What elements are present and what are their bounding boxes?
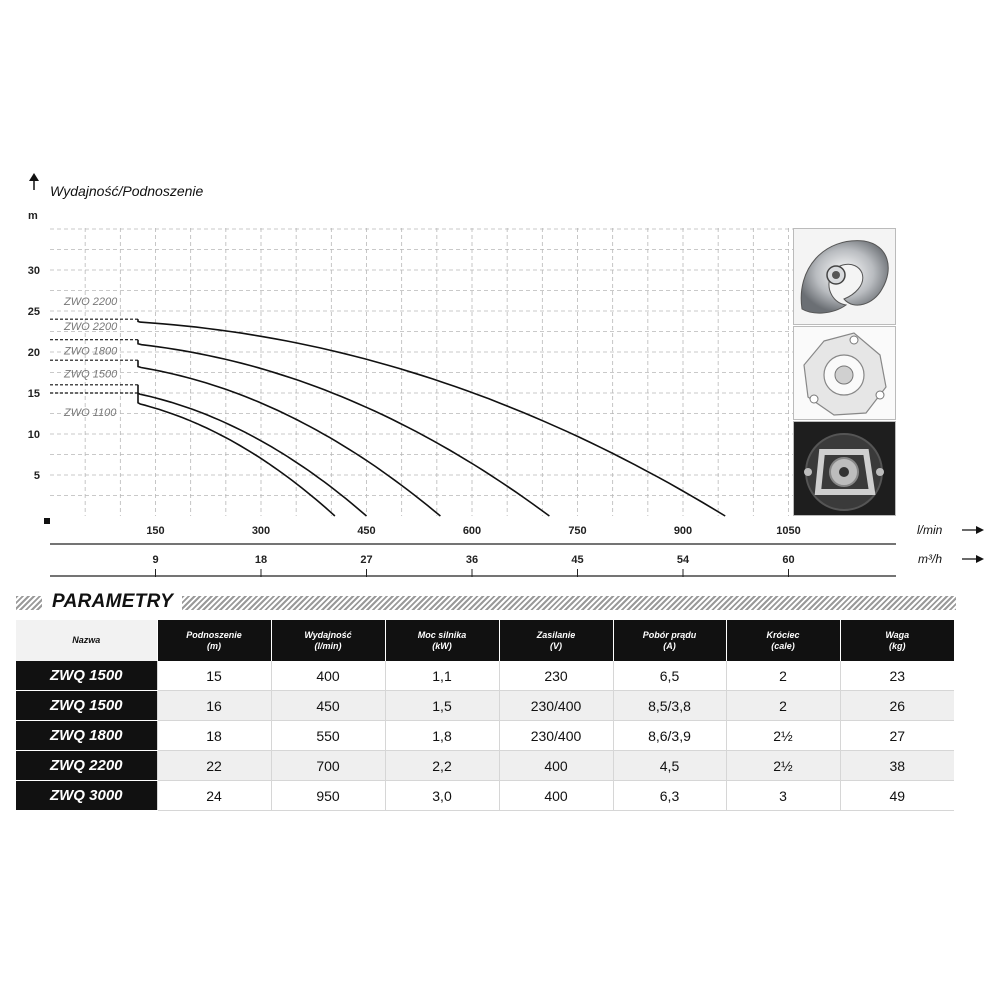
cell-podnoszenie: 16 <box>157 691 271 721</box>
series-label: ZWO 1800 <box>64 345 118 358</box>
model-name: ZWQ 1500 <box>16 661 157 691</box>
y-tick-label: 10 <box>27 429 40 441</box>
y-tick-label: 20 <box>27 347 40 359</box>
cell-zasilanie: 230/400 <box>499 691 613 721</box>
cell-moc: 3,0 <box>385 781 499 811</box>
y-tick-label: 25 <box>27 306 40 318</box>
series-label: ZWO 2200 <box>64 320 118 333</box>
x-axis-unit: l/min <box>917 523 943 537</box>
cell-wydajnosc: 450 <box>271 691 385 721</box>
cell-pobor: 8,6/3,9 <box>613 721 726 751</box>
header-krociec: Króciec (cale) <box>726 620 840 661</box>
cell-waga: 49 <box>840 781 954 811</box>
cell-waga: 27 <box>840 721 954 751</box>
cell-podnoszenie: 18 <box>157 721 271 751</box>
cell-krociec: 2 <box>726 661 840 691</box>
cell-moc: 1,8 <box>385 721 499 751</box>
cell-zasilanie: 400 <box>499 781 613 811</box>
x-tick-label: 1050 <box>776 525 801 537</box>
model-name: ZWQ 3000 <box>16 781 157 811</box>
x2-tick-label: 54 <box>676 554 690 566</box>
x-tick-label: 600 <box>462 525 482 537</box>
pump-inlet-photo-icon <box>793 421 896 516</box>
cell-waga: 38 <box>840 751 954 781</box>
header-stripes-left <box>16 596 42 610</box>
header-pobor-pradu: Pobór prądu (A) <box>613 620 726 661</box>
cell-pobor: 6,5 <box>613 661 726 691</box>
series-label: ZWQ 1500 <box>64 368 118 381</box>
series-label: ZWO 1100 <box>64 406 117 419</box>
table-header-row <box>16 620 954 661</box>
table-row <box>16 751 954 781</box>
cell-podnoszenie: 24 <box>157 781 271 811</box>
cell-krociec: 3 <box>726 781 840 811</box>
cell-krociec: 2½ <box>726 751 840 781</box>
model-name: ZWQ 1500 <box>16 691 157 721</box>
header-moc-silnika: Moc silnika (kW) <box>385 620 499 661</box>
x2-tick-label: 27 <box>360 554 373 566</box>
cell-krociec: 2½ <box>726 721 840 751</box>
cell-wydajnosc: 950 <box>271 781 385 811</box>
y-tick-label: 5 <box>33 470 40 482</box>
x2-arrow-head <box>976 555 984 563</box>
header-stripes-right <box>182 596 956 610</box>
table-row <box>16 661 954 691</box>
cell-moc: 2,2 <box>385 751 499 781</box>
cell-krociec: 2 <box>726 691 840 721</box>
impeller-photo-icon <box>793 228 896 325</box>
y-tick-label: 15 <box>27 388 40 400</box>
table-row <box>16 691 954 721</box>
origin-marker <box>44 518 50 524</box>
x2-tick-label: 18 <box>254 554 268 566</box>
cell-waga: 23 <box>840 661 954 691</box>
cell-waga: 26 <box>840 691 954 721</box>
header-zasilanie: Zasilanie (V) <box>499 620 613 661</box>
model-name: ZWQ 1800 <box>16 721 157 751</box>
header-nazwa: Nazwa <box>16 620 157 661</box>
header-wydajnosc: Wydajność (l/min) <box>271 620 385 661</box>
y-axis-title: Wydajność/Podnoszenie <box>50 183 204 199</box>
parameters-table <box>16 620 954 811</box>
cell-zasilanie: 230/400 <box>499 721 613 751</box>
parametry-header <box>16 591 956 614</box>
x-tick-label: 300 <box>251 525 271 537</box>
table-row <box>16 781 954 811</box>
cell-pobor: 8,5/3,8 <box>613 691 726 721</box>
x2-tick-label: 45 <box>571 554 584 566</box>
cell-zasilanie: 230 <box>499 661 613 691</box>
table-row <box>16 721 954 751</box>
cell-wydajnosc: 700 <box>271 751 385 781</box>
y-axis-unit: m <box>28 210 38 222</box>
cell-podnoszenie: 22 <box>157 751 271 781</box>
x-tick-label: 450 <box>357 525 376 537</box>
x2-axis-unit: m³/h <box>918 552 942 566</box>
cell-podnoszenie: 15 <box>157 661 271 691</box>
header-waga: Waga (kg) <box>840 620 954 661</box>
cell-pobor: 6,3 <box>613 781 726 811</box>
cell-zasilanie: 400 <box>499 751 613 781</box>
x2-tick-label: 9 <box>152 554 159 566</box>
y-tick-label: 30 <box>27 265 40 277</box>
x-tick-label: 900 <box>673 525 693 537</box>
parametry-title: PARAMETRY <box>52 591 174 612</box>
cell-wydajnosc: 550 <box>271 721 385 751</box>
cell-moc: 1,5 <box>385 691 499 721</box>
x2-tick-label: 60 <box>782 554 795 566</box>
x-tick-label: 750 <box>568 525 587 537</box>
x-arrow-head <box>976 526 984 534</box>
cell-pobor: 4,5 <box>613 751 726 781</box>
model-name: ZWQ 2200 <box>16 751 157 781</box>
series-label: ZWO 2200 <box>64 296 118 309</box>
y-axis-arrow-head <box>29 173 39 181</box>
x2-tick-label: 36 <box>465 554 479 566</box>
x-tick-label: 150 <box>146 525 165 537</box>
diffuser-plate-photo-icon <box>793 326 896 420</box>
cell-wydajnosc: 400 <box>271 661 385 691</box>
header-podnoszenie: Podnoszenie (m) <box>157 620 271 661</box>
cell-moc: 1,1 <box>385 661 499 691</box>
